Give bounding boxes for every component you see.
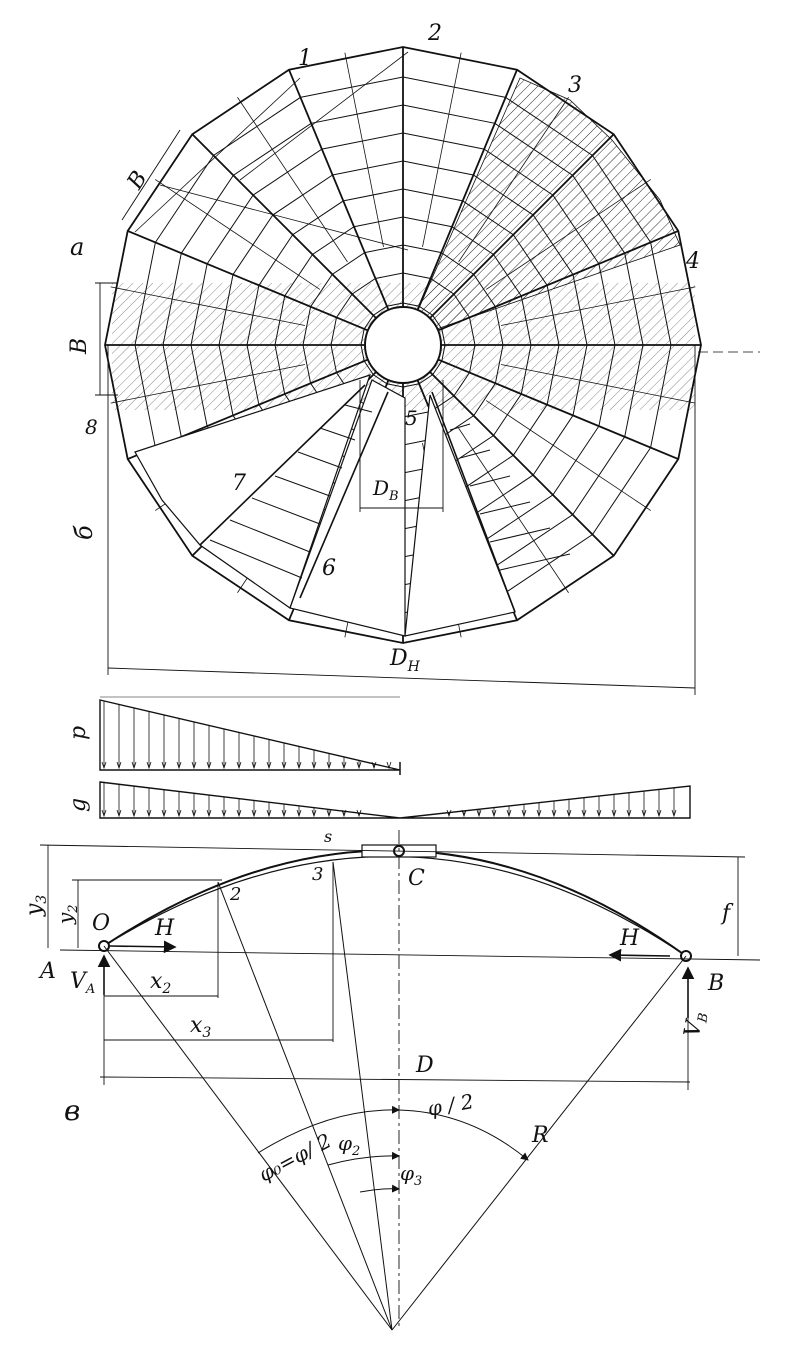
label-b-cyr: б [70,525,98,540]
label-h-right: H [620,926,640,951]
dome-plan [95,47,760,695]
label-phi-half: φ / 2 [425,1089,476,1121]
load-g-arrows [102,782,676,816]
label-a-support: A [40,959,56,984]
label-a: а [70,233,85,261]
label-rib-2: 2 [428,21,442,46]
label-5: 5 [405,406,418,430]
cut-open-sector-left [135,375,515,636]
plan-bracing [240,52,408,180]
label-c: C [408,866,425,891]
plan-bracing [135,78,300,232]
label-r: R [532,1123,549,1148]
label-h-left: H [155,916,175,941]
label-panel-v: в [64,1094,81,1127]
arch-scheme [40,830,760,1330]
label-rib-3: 3 [568,73,582,98]
radius-2 [218,882,392,1330]
radius-3 [333,862,392,1330]
label-x3: $x_3$ [190,1013,212,1041]
thrust-h-left [110,946,175,947]
plan-rib [289,70,388,310]
arch-line-inner [104,856,686,956]
label-y3: $y_3$ [22,894,50,916]
label-d-span: D [416,1053,434,1078]
label-va: $V_A$ [70,969,96,997]
label-7: 7 [232,471,246,496]
label-phi0: φ₀=φ/ 2 [254,1128,336,1187]
label-6: 6 [322,556,336,581]
load-diagram-p [100,697,400,775]
label-g: g [66,797,91,812]
label-dh: $D_Н$ [390,646,420,675]
label-s: s [324,827,333,846]
angle-arc-phi2 [328,1156,399,1165]
angle-arc-phi-half [399,1110,528,1160]
label-phi2: $\varphi_2$ [338,1131,361,1159]
angle-arc-phi3 [360,1189,399,1192]
label-b-support: B [708,971,725,996]
thrust-h-right [610,955,670,956]
load-diagram-g [100,782,690,818]
label-vb: $V_B$ [679,1011,712,1039]
label-8: 8 [85,415,98,439]
label-point-2: 2 [230,884,242,905]
label-o: O [92,911,111,936]
label-point-3: 3 [312,864,324,885]
label-b-mid: В [67,337,92,354]
label-b-top: В [122,166,153,194]
label-rib-1: 1 [298,46,312,71]
arch-line-outer [104,850,686,956]
plan-secondary-rib [237,97,347,262]
label-p: p [66,725,91,740]
plan-secondary-rib [486,401,651,511]
label-phi3: $\varphi_3$ [400,1161,423,1189]
span-dimension [100,1077,690,1082]
label-x2: $x_2$ [150,969,172,997]
label-f: f [722,901,731,926]
plan-secondary-rib [155,179,320,289]
center-ring [365,307,441,383]
label-y2: $y_2$ [53,904,81,924]
arch-labels [22,827,734,1189]
label-db: $D_В$ [373,476,399,504]
label-rib-4: 4 [686,249,700,274]
plan-bracing [160,185,408,250]
